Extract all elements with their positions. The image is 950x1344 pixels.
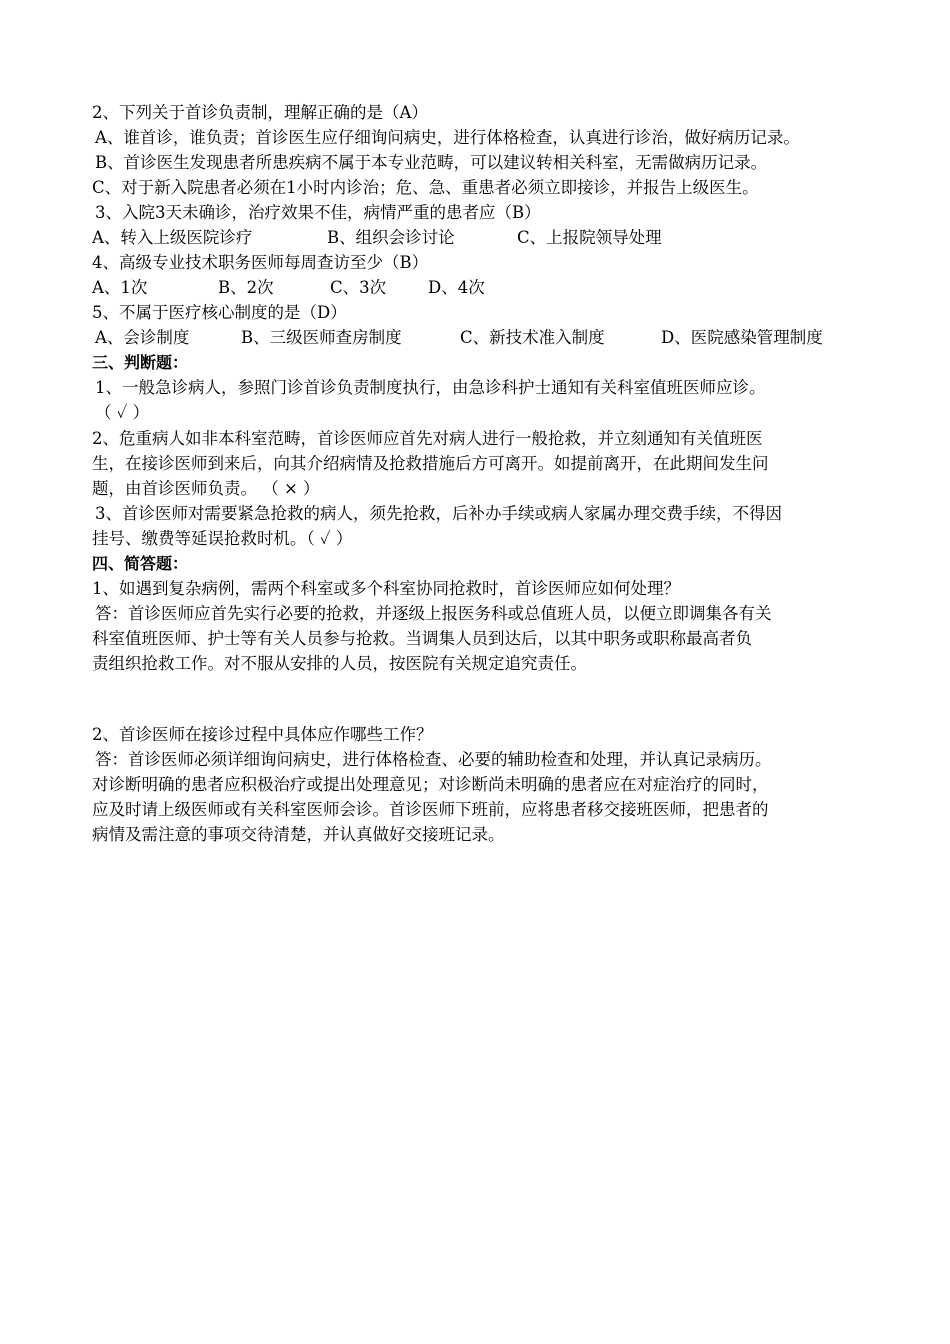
mc-q4-option-b: B、2次 [218, 278, 274, 297]
sa-q2-question: 2、首诊医师在接诊过程中具体应作哪些工作？ [92, 725, 433, 744]
mc-q2-stem: 2、下列关于首诊负责制，理解正确的是（A） [92, 103, 428, 122]
mc-q4-stem: 4、高级专业技术职务医师每周查访至少（B） [92, 253, 429, 272]
mc-q3-stem: 3、入院3天未确诊，治疗效果不佳，病情严重的患者应（B） [95, 203, 541, 222]
sa-q1-answer-line1: 答：首诊医师应首先实行必要的抢救，并逐级上报医务科或总值班人员，以便立即调集各有关 [95, 604, 772, 623]
tf-q1-answer: （ ✓ ） [95, 403, 150, 422]
mc-q3-option-a: A、转入上级医院诊疗 [92, 228, 253, 247]
sa-q1-answer-line2: 科室值班医师、护士等有关人员参与抢救。当调集人员到达后，以其中职务或职称最高者负 [92, 629, 752, 648]
mc-q4-option-a: A、1次 [92, 278, 148, 297]
mc-q4-option-c: C、3次 [330, 278, 387, 297]
tf-q3-line2: 挂号、缴费等延误抢救时机。（ ✓ ） [92, 529, 353, 548]
mc-q5-option-a: A、会诊制度 [95, 328, 190, 347]
tf-q2-line2: 生，在接诊医师到来后，向其介绍病情及抢救措施后方可离开。如提前离开，在此期间发生问 [92, 454, 769, 473]
mc-q5-option-d: D、医院感染管理制度 [661, 328, 823, 347]
mc-q2-option-a: A、谁首诊，谁负责；首诊医生应仔细询问病史，进行体格检查，认真进行诊治，做好病历记录。 [95, 128, 800, 147]
mc-q5-option-c: C、新技术准入制度 [460, 328, 605, 347]
mc-q2-option-b: B、首诊医生发现患者所患疾病不属于本专业范畴，可以建议转相关科室，无需做病历记录。 [95, 153, 768, 172]
tf-q2-line3: 题，由首诊医师负责。 （ × ） [92, 479, 320, 498]
sa-q2-answer-line2: 对诊断明确的患者应积极治疗或提出处理意见；对诊断尚未明确的患者应在对症治疗的同时， [92, 775, 769, 794]
tf-q3-line1: 3、首诊医师对需要紧急抢救的病人，须先抢救，后补办手续或病人家属办理交费手续，不得因 [95, 504, 782, 523]
mc-q2-option-c: C、对于新入院患者必须在1小时内诊治；危、急、重患者必须立即接诊，并报告上级医生。 [92, 178, 759, 197]
mc-q5-option-b: B、三级医师查房制度 [241, 328, 402, 347]
sa-q2-answer-line3: 应及时请上级医师或有关科室医师会诊。首诊医师下班前，应将患者移交接班医师，把患者的 [92, 800, 769, 819]
mc-q4-option-d: D、4次 [428, 278, 485, 297]
mc-q5-stem: 5、不属于医疗核心制度的是（D） [92, 303, 347, 322]
tf-q1-line1: 1、一般急诊病人，参照门诊首诊负责制度执行，由急诊科护士通知有关科室值班医师应诊。 [95, 378, 766, 397]
mc-q3-option-c: C、上报院领导处理 [517, 228, 662, 247]
sa-q2-answer-line4: 病情及需注意的事项交待清楚，并认真做好交接班记录。 [92, 825, 505, 844]
sa-section-heading: 四、简答题： [92, 554, 189, 573]
tf-q2-line1: 2、危重病人如非本科室范畴，首诊医师应首先对病人进行一般抢救，并立刻通知有关值班医 [92, 429, 763, 448]
sa-q1-answer-line3: 责组织抢救工作。对不服从安排的人员，按医院有关规定追究责任。 [92, 654, 587, 673]
tf-section-heading: 三、判断题： [92, 353, 189, 372]
mc-q3-option-b: B、组织会诊讨论 [327, 228, 455, 247]
sa-q2-answer-line1: 答：首诊医师必须详细询问病史，进行体格检查、必要的辅助检查和处理，并认真记录病历。 [95, 750, 772, 769]
sa-q1-question: 1、如遇到复杂病例，需两个科室或多个科室协同抢救时，首诊医师应如何处理？ [92, 579, 680, 598]
